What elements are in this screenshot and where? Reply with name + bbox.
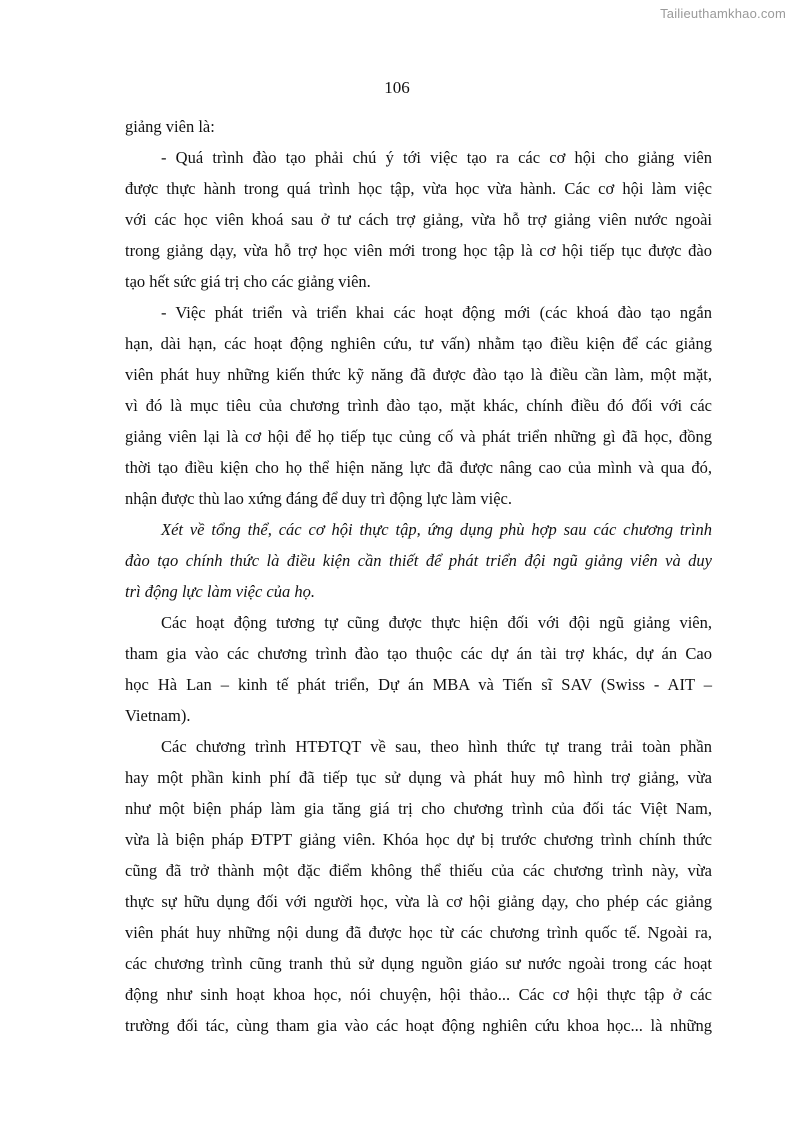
paragraph <box>125 731 712 1041</box>
text-line: vừa là biện pháp ĐTPT giảng viên. Khóa học dự bị trước chương trình chính thức <box>125 830 712 849</box>
paragraph <box>125 297 712 514</box>
text-line: trường đối tác, cùng tham gia vào các hoạt động nghiên cứu khoa học... là những <box>125 1016 712 1035</box>
text-line: đào tạo chính thức là điều kiện cần thiết để phát triển đội ngũ giảng viên và duy <box>125 551 712 570</box>
text-line: thời tạo điều kiện cho họ thể hiện năng lực đã được nâng cao của mình và qua đó, <box>125 458 712 477</box>
text-line: Các hoạt động tương tự cũng được thực hiện đối với đội ngũ giảng viên, <box>161 613 712 632</box>
document-body <box>125 111 712 1041</box>
text-line: học Hà Lan – kinh tế phát triển, Dự án MBA và Tiến sĩ SAV (Swiss - AIT – <box>125 675 712 694</box>
text-line: tạo hết sức giá trị cho các giảng viên. <box>125 272 371 291</box>
text-line: các chương trình cũng tranh thủ sử dụng nguồn giáo sư nước ngoài trong các hoạt <box>125 954 712 973</box>
text-line: tham gia vào các chương trình đào tạo thuộc các dự án tài trợ khác, dự án Cao <box>125 644 712 663</box>
text-line: viên phát huy những nội dung đã được học từ các chương trình quốc tế. Ngoài ra, <box>125 923 712 942</box>
text-line: - Việc phát triển và triển khai các hoạt động mới (các khoá đào tạo ngắn <box>161 303 712 322</box>
text-line: Vietnam). <box>125 706 191 725</box>
text-line: giảng viên là: <box>125 117 215 136</box>
text-line: Các chương trình HTĐTQT về sau, theo hình thức tự trang trải toàn phần <box>161 737 712 756</box>
text-line: trì động lực làm việc của họ. <box>125 582 315 601</box>
text-line: - Quá trình đào tạo phải chú ý tới việc tạo ra các cơ hội cho giảng viên <box>161 148 712 167</box>
page-number: 106 <box>384 78 410 97</box>
paragraph <box>125 111 712 142</box>
italic-paragraph <box>125 514 712 607</box>
text-line: với các học viên khoá sau ở tư cách trợ giảng, vừa hỗ trợ giảng viên nước ngoài <box>125 210 712 229</box>
text-line: cũng đã trở thành một đặc điểm không thể thiếu của các chương trình này, vừa <box>125 861 712 880</box>
text-line: thực sự hữu dụng đối với người học, vừa là cơ hội giảng dạy, cho phép các giảng <box>125 892 712 911</box>
paragraph <box>125 607 712 731</box>
text-line: hạn, dài hạn, các hoạt động nghiên cứu, tư vấn) nhằm tạo điều kiện để các giảng <box>125 334 712 353</box>
paragraph <box>125 142 712 297</box>
text-line: động như sinh hoạt khoa học, nói chuyện, hội thảo... Các cơ hội thực tập ở các <box>125 985 712 1004</box>
text-line: như một biện pháp làm gia tăng giá trị cho chương trình của đối tác Việt Nam, <box>125 799 712 818</box>
text-line: trong giảng dạy, vừa hỗ trợ học viên mới trong học tập là cơ hội tiếp tục được đào <box>125 241 712 260</box>
text-line: được thực hành trong quá trình học tập, vừa học vừa hành. Các cơ hội làm việc <box>125 179 712 198</box>
watermark: Tailieuthamkhao.com <box>660 6 786 21</box>
text-line: Xét về tổng thể, các cơ hội thực tập, ứng dụng phù hợp sau các chương trình <box>161 520 712 539</box>
text-line: giảng viên lại là cơ hội để họ tiếp tục củng cố và phát triển những gì đã học, đồng <box>125 427 712 446</box>
text-line: viên phát huy những kiến thức kỹ năng đã được đào tạo là điều cần làm, một mặt, <box>125 365 712 384</box>
text-line: hay một phần kinh phí đã tiếp tục sử dụng và phát huy mô hình trợ giảng, vừa <box>125 768 712 787</box>
text-line: nhận được thù lao xứng đáng để duy trì động lực làm việc. <box>125 489 513 508</box>
text-line: vì đó là mục tiêu của chương trình đào tạo, mặt khác, chính điều đó đối với các <box>125 396 712 415</box>
